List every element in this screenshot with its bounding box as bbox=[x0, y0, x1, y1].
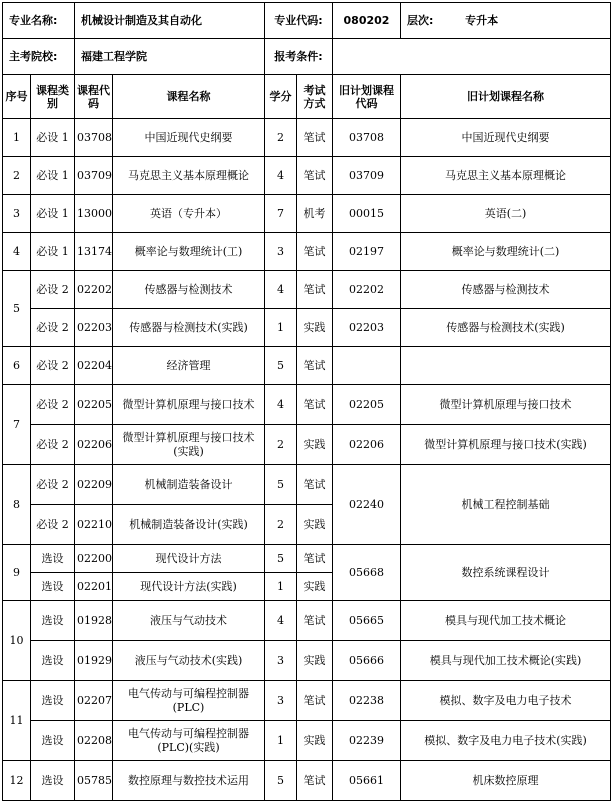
cell-credit: 2 bbox=[265, 505, 297, 545]
cell-name: 传感器与检测技术(实践) bbox=[113, 309, 265, 347]
table-row bbox=[3, 601, 611, 641]
cell-category: 必设 2 bbox=[31, 385, 75, 425]
cell-code: 13000 bbox=[75, 195, 113, 233]
cell-exam: 笔试 bbox=[297, 271, 333, 309]
cell-category: 必设 2 bbox=[31, 465, 75, 505]
cell-code: 02210 bbox=[75, 505, 113, 545]
cell-credit: 5 bbox=[265, 465, 297, 505]
cell-exam: 笔试 bbox=[297, 545, 333, 573]
table-row bbox=[3, 347, 611, 385]
cell-old-name: 马克思主义基本原理概论 bbox=[401, 157, 611, 195]
cell-code: 02200 bbox=[75, 545, 113, 573]
cell-seq: 10 bbox=[3, 601, 31, 681]
table-row bbox=[3, 119, 611, 157]
cell-old-name: 概率论与数理统计(二) bbox=[401, 233, 611, 271]
cell-category: 选设 bbox=[31, 545, 75, 573]
cell-seq: 6 bbox=[3, 347, 31, 385]
cell-seq: 7 bbox=[3, 385, 31, 465]
cell-exam: 实践 bbox=[297, 721, 333, 761]
header-row-major bbox=[3, 3, 611, 39]
table-row bbox=[3, 385, 611, 425]
major-name-value: 机械设计制造及其自动化 bbox=[75, 3, 265, 39]
table-row bbox=[3, 465, 611, 505]
table-row bbox=[3, 681, 611, 721]
condition-value bbox=[333, 39, 611, 75]
cell-name: 机械制造装备设计(实践) bbox=[113, 505, 265, 545]
table-row bbox=[3, 641, 611, 681]
cell-category: 必设 2 bbox=[31, 271, 75, 309]
table-row bbox=[3, 271, 611, 309]
cell-old-code: 03708 bbox=[333, 119, 401, 157]
col-category: 课程类别 bbox=[31, 75, 75, 119]
condition-label: 报考条件: bbox=[265, 39, 333, 75]
course-plan-table bbox=[2, 2, 611, 801]
cell-name: 机械制造装备设计 bbox=[113, 465, 265, 505]
cell-code: 02205 bbox=[75, 385, 113, 425]
cell-old-name: 模具与现代加工技术概论(实践) bbox=[401, 641, 611, 681]
cell-exam: 笔试 bbox=[297, 233, 333, 271]
cell-old-code: 02202 bbox=[333, 271, 401, 309]
cell-seq: 12 bbox=[3, 761, 31, 801]
cell-exam: 实践 bbox=[297, 505, 333, 545]
col-old-code: 旧计划课程代码 bbox=[333, 75, 401, 119]
cell-old-name: 模具与现代加工技术概论 bbox=[401, 601, 611, 641]
cell-exam: 笔试 bbox=[297, 761, 333, 801]
course-plan-sheet bbox=[2, 2, 612, 801]
cell-name: 电气传动与可编程控制器(PLC) bbox=[113, 681, 265, 721]
cell-name: 中国近现代史纲要 bbox=[113, 119, 265, 157]
cell-exam: 实践 bbox=[297, 641, 333, 681]
cell-name: 数控原理与数控技术运用 bbox=[113, 761, 265, 801]
col-credit: 学分 bbox=[265, 75, 297, 119]
cell-code: 13174 bbox=[75, 233, 113, 271]
cell-exam: 笔试 bbox=[297, 465, 333, 505]
cell-old-name: 传感器与检测技术 bbox=[401, 271, 611, 309]
cell-category: 选设 bbox=[31, 573, 75, 601]
cell-old-code: 02238 bbox=[333, 681, 401, 721]
cell-old-name: 英语(二) bbox=[401, 195, 611, 233]
header-row-school bbox=[3, 39, 611, 75]
cell-credit: 5 bbox=[265, 347, 297, 385]
cell-seq: 8 bbox=[3, 465, 31, 545]
cell-old-name bbox=[401, 347, 611, 385]
cell-code: 03709 bbox=[75, 157, 113, 195]
cell-exam: 实践 bbox=[297, 309, 333, 347]
cell-exam: 笔试 bbox=[297, 347, 333, 385]
cell-old-code: 02203 bbox=[333, 309, 401, 347]
cell-name: 微型计算机原理与接口技术 bbox=[113, 385, 265, 425]
major-name-label: 专业名称: bbox=[3, 3, 75, 39]
cell-code: 02209 bbox=[75, 465, 113, 505]
cell-credit: 3 bbox=[265, 641, 297, 681]
cell-exam: 实践 bbox=[297, 425, 333, 465]
cell-old-code: 02205 bbox=[333, 385, 401, 425]
cell-old-name: 机床数控原理 bbox=[401, 761, 611, 801]
cell-code: 03708 bbox=[75, 119, 113, 157]
cell-name: 液压与气动技术(实践) bbox=[113, 641, 265, 681]
level-value: 专升本 bbox=[465, 13, 499, 27]
cell-old-name: 微型计算机原理与接口技术 bbox=[401, 385, 611, 425]
cell-credit: 5 bbox=[265, 545, 297, 573]
cell-seq: 11 bbox=[3, 681, 31, 761]
cell-code: 02206 bbox=[75, 425, 113, 465]
cell-credit: 4 bbox=[265, 385, 297, 425]
cell-old-code: 02240 bbox=[333, 465, 401, 545]
cell-seq: 9 bbox=[3, 545, 31, 601]
cell-code: 02203 bbox=[75, 309, 113, 347]
cell-old-name: 机械工程控制基础 bbox=[401, 465, 611, 545]
cell-category: 选设 bbox=[31, 721, 75, 761]
cell-old-name: 传感器与检测技术(实践) bbox=[401, 309, 611, 347]
table-row bbox=[3, 761, 611, 801]
table-row bbox=[3, 721, 611, 761]
cell-old-name: 数控系统课程设计 bbox=[401, 545, 611, 601]
cell-category: 选设 bbox=[31, 601, 75, 641]
table-row bbox=[3, 545, 611, 573]
cell-old-code: 05668 bbox=[333, 545, 401, 601]
cell-old-code: 05661 bbox=[333, 761, 401, 801]
cell-credit: 7 bbox=[265, 195, 297, 233]
cell-category: 必设 1 bbox=[31, 157, 75, 195]
cell-old-name: 中国近现代史纲要 bbox=[401, 119, 611, 157]
col-seq: 序号 bbox=[3, 75, 31, 119]
cell-old-code bbox=[333, 347, 401, 385]
cell-exam: 笔试 bbox=[297, 157, 333, 195]
cell-name: 液压与气动技术 bbox=[113, 601, 265, 641]
cell-credit: 1 bbox=[265, 721, 297, 761]
col-code: 课程代码 bbox=[75, 75, 113, 119]
cell-code: 02207 bbox=[75, 681, 113, 721]
cell-category: 必设 2 bbox=[31, 309, 75, 347]
school-value: 福建工程学院 bbox=[75, 39, 265, 75]
cell-category: 必设 1 bbox=[31, 195, 75, 233]
level-cell bbox=[401, 3, 611, 39]
cell-exam: 笔试 bbox=[297, 601, 333, 641]
cell-old-name: 模拟、数字及电力电子技术 bbox=[401, 681, 611, 721]
col-old-name: 旧计划课程名称 bbox=[401, 75, 611, 119]
table-row bbox=[3, 233, 611, 271]
table-row bbox=[3, 425, 611, 465]
table-row bbox=[3, 157, 611, 195]
school-label: 主考院校: bbox=[3, 39, 75, 75]
cell-old-code: 02206 bbox=[333, 425, 401, 465]
major-code-value: 080202 bbox=[333, 3, 401, 39]
cell-name: 微型计算机原理与接口技术(实践) bbox=[113, 425, 265, 465]
level-label: 层次: bbox=[407, 13, 434, 27]
cell-name: 概率论与数理统计(工) bbox=[113, 233, 265, 271]
cell-seq: 1 bbox=[3, 119, 31, 157]
cell-old-code: 05665 bbox=[333, 601, 401, 641]
cell-exam: 实践 bbox=[297, 573, 333, 601]
cell-credit: 3 bbox=[265, 233, 297, 271]
cell-code: 02201 bbox=[75, 573, 113, 601]
major-code-label: 专业代码: bbox=[265, 3, 333, 39]
cell-category: 必设 1 bbox=[31, 233, 75, 271]
cell-credit: 1 bbox=[265, 573, 297, 601]
cell-code: 02208 bbox=[75, 721, 113, 761]
cell-seq: 4 bbox=[3, 233, 31, 271]
cell-name: 现代设计方法 bbox=[113, 545, 265, 573]
cell-name: 电气传动与可编程控制器(PLC)(实践) bbox=[113, 721, 265, 761]
cell-seq: 5 bbox=[3, 271, 31, 347]
cell-credit: 2 bbox=[265, 119, 297, 157]
cell-old-name: 微型计算机原理与接口技术(实践) bbox=[401, 425, 611, 465]
cell-name: 现代设计方法(实践) bbox=[113, 573, 265, 601]
cell-category: 必设 2 bbox=[31, 505, 75, 545]
col-name: 课程名称 bbox=[113, 75, 265, 119]
cell-old-code: 02239 bbox=[333, 721, 401, 761]
cell-old-code: 05666 bbox=[333, 641, 401, 681]
cell-credit: 2 bbox=[265, 425, 297, 465]
cell-credit: 4 bbox=[265, 601, 297, 641]
table-row bbox=[3, 195, 611, 233]
cell-exam: 笔试 bbox=[297, 385, 333, 425]
cell-name: 马克思主义基本原理概论 bbox=[113, 157, 265, 195]
cell-code: 02204 bbox=[75, 347, 113, 385]
cell-code: 02202 bbox=[75, 271, 113, 309]
cell-category: 选设 bbox=[31, 681, 75, 721]
cell-category: 选设 bbox=[31, 641, 75, 681]
cell-old-name: 模拟、数字及电力电子技术(实践) bbox=[401, 721, 611, 761]
cell-code: 05785 bbox=[75, 761, 113, 801]
cell-category: 必设 2 bbox=[31, 347, 75, 385]
cell-credit: 1 bbox=[265, 309, 297, 347]
cell-credit: 5 bbox=[265, 761, 297, 801]
column-header-row bbox=[3, 75, 611, 119]
cell-old-code: 03709 bbox=[333, 157, 401, 195]
cell-credit: 3 bbox=[265, 681, 297, 721]
cell-credit: 4 bbox=[265, 157, 297, 195]
cell-old-code: 02197 bbox=[333, 233, 401, 271]
table-row bbox=[3, 309, 611, 347]
cell-credit: 4 bbox=[265, 271, 297, 309]
cell-name: 传感器与检测技术 bbox=[113, 271, 265, 309]
cell-category: 选设 bbox=[31, 761, 75, 801]
col-exam: 考试方式 bbox=[297, 75, 333, 119]
cell-code: 01929 bbox=[75, 641, 113, 681]
cell-exam: 笔试 bbox=[297, 119, 333, 157]
cell-old-code: 00015 bbox=[333, 195, 401, 233]
cell-category: 必设 1 bbox=[31, 119, 75, 157]
cell-exam: 笔试 bbox=[297, 681, 333, 721]
cell-seq: 2 bbox=[3, 157, 31, 195]
cell-exam: 机考 bbox=[297, 195, 333, 233]
cell-code: 01928 bbox=[75, 601, 113, 641]
cell-name: 经济管理 bbox=[113, 347, 265, 385]
cell-name: 英语（专升本） bbox=[113, 195, 265, 233]
cell-category: 必设 2 bbox=[31, 425, 75, 465]
cell-seq: 3 bbox=[3, 195, 31, 233]
